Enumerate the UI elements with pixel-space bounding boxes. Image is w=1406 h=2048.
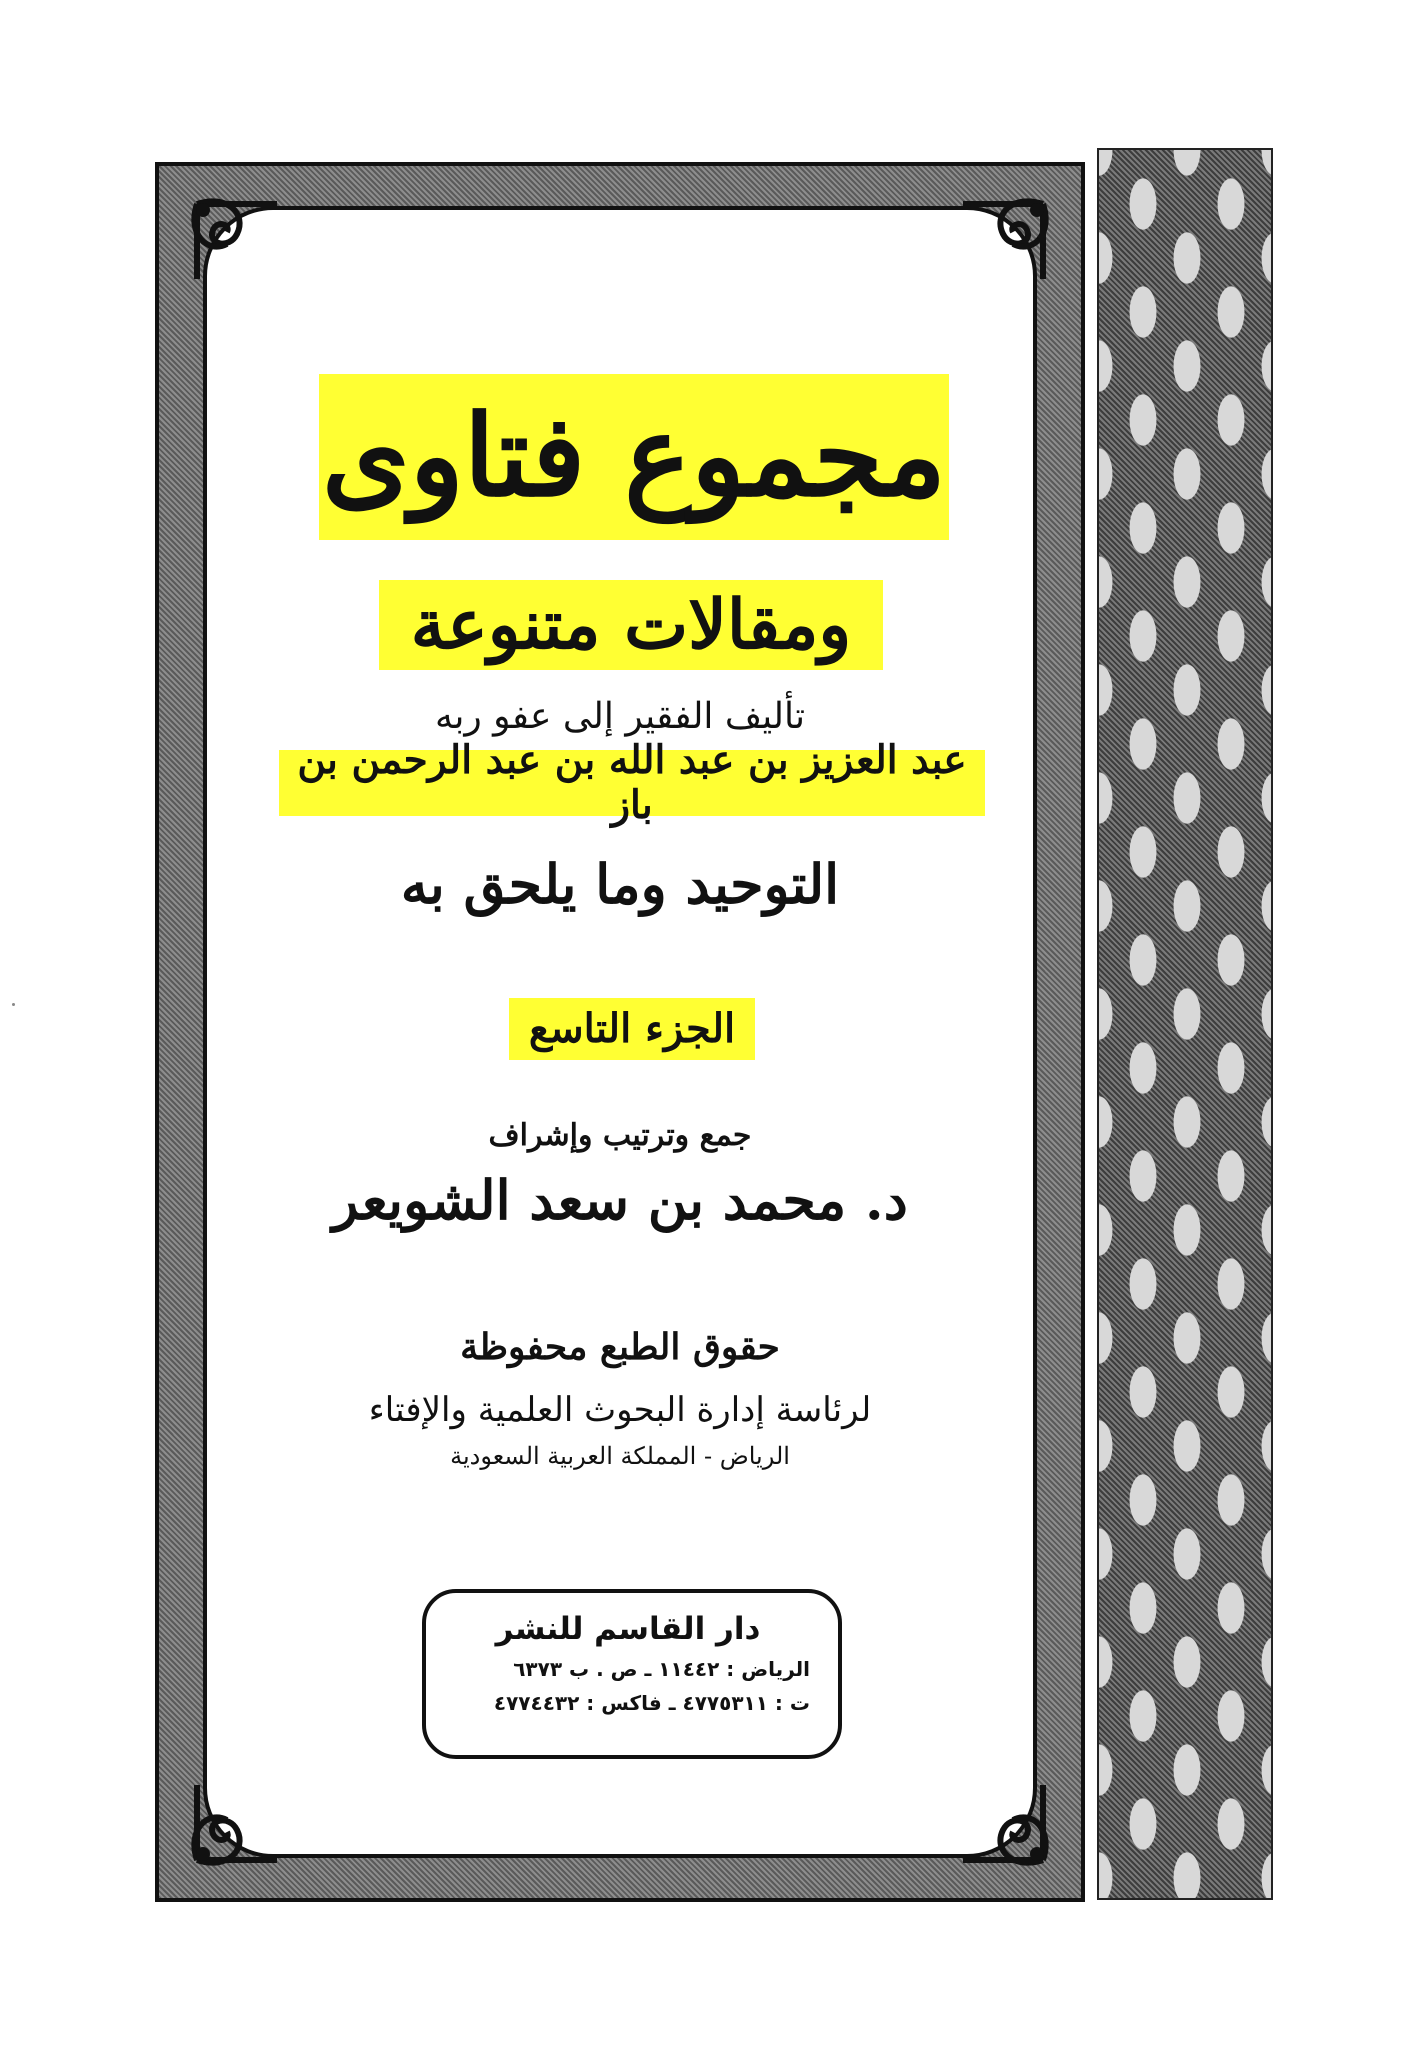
publisher-box: [422, 1589, 842, 1759]
cover-frame: [155, 162, 1085, 1902]
publisher-name: دار القاسم للنشر: [495, 1611, 761, 1647]
compiler-name: د. محمد بن سعد الشويعر: [332, 1168, 908, 1232]
publisher-address: الرياض : ١١٤٤٢ ـ ص . ب ٦٣٧٣: [513, 1657, 810, 1681]
author-intro: تأليف الفقير إلى عفو ربه: [435, 696, 805, 737]
volume-topic: التوحيد وما يلحق به: [400, 852, 840, 916]
scan-speck: [12, 1003, 15, 1006]
decorative-side-strip: [1097, 148, 1273, 1900]
book-subtitle: ومقالات متنوعة: [379, 580, 883, 670]
volume-number: الجزء التاسع: [509, 998, 755, 1060]
publisher-phone: ت : ٤٧٧٥٣١١ ـ فاكس : ٤٧٧٤٤٣٢: [493, 1691, 810, 1715]
rights-notice: حقوق الطبع محفوظة: [460, 1326, 780, 1368]
author-name: عبد العزيز بن عبد الله بن عبد الرحمن بن باز: [279, 750, 985, 816]
rights-place: الرياض - المملكة العربية السعودية: [450, 1442, 790, 1470]
book-title: مجموع فتاوى: [319, 374, 949, 540]
rights-owner: لرئاسة إدارة البحوث العلمية والإفتاء: [368, 1390, 872, 1430]
cover-content: [207, 210, 1033, 1854]
cover-inner-panel: [203, 206, 1037, 1858]
compiled-label: جمع وترتيب وإشراف: [488, 1118, 752, 1153]
